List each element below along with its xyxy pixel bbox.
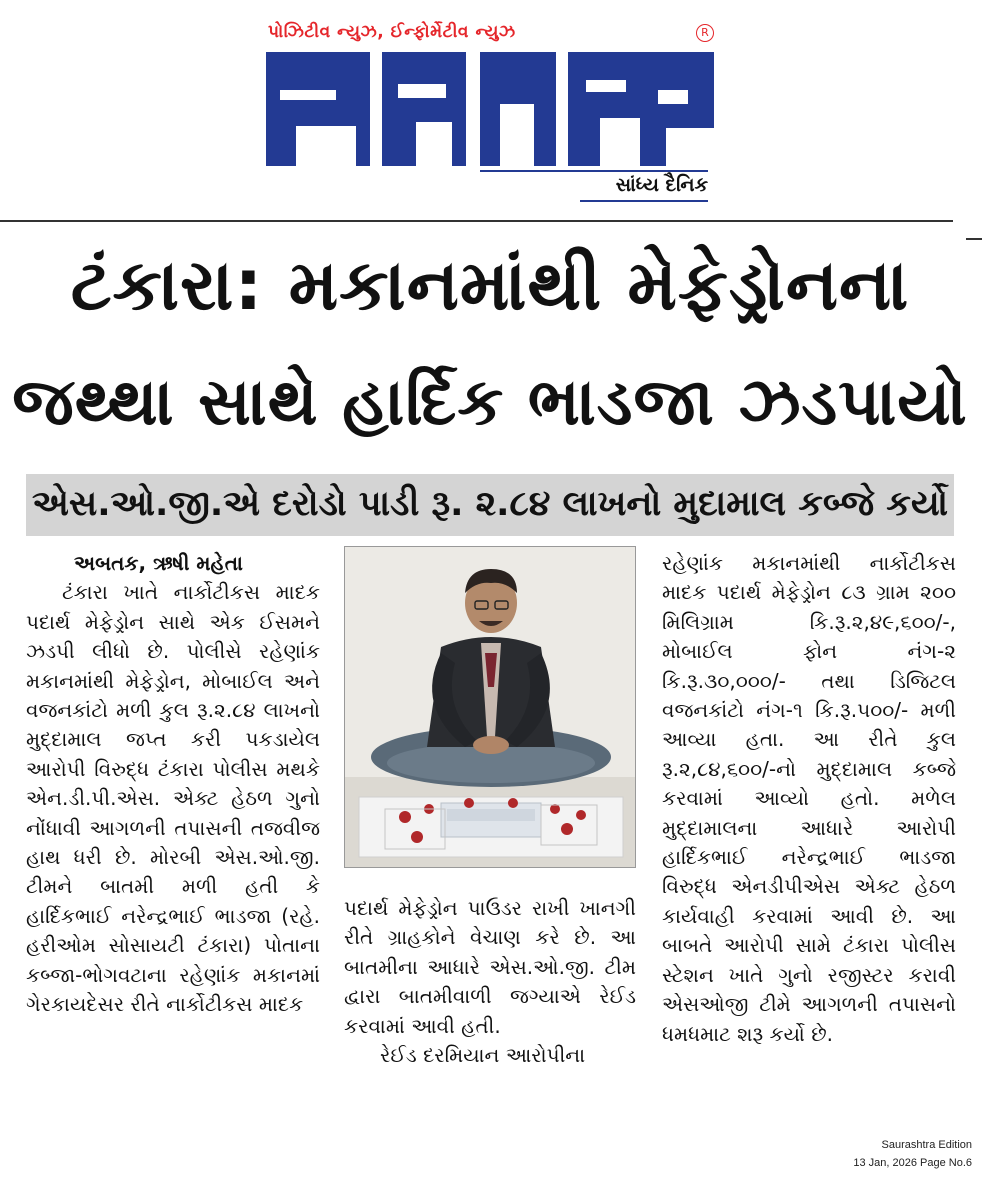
headline-line-2: જથ્થા સાથે હાર્દિક ભાડજા ઝડપાયો [12, 365, 968, 440]
article-paragraph: રેઈડ દરમિયાન આરોપીના [380, 1043, 586, 1068]
article-column-1 [26, 549, 320, 1020]
edition-label: Saurashtra Edition [881, 1139, 972, 1151]
headline-line-1: ટંકારા: મકાનમાંથી મેફેડ્રોનના [70, 244, 910, 326]
edition-underline [580, 200, 708, 202]
masthead-divider [0, 220, 953, 222]
date-page-label: 13 Jan, 2026 Page No.6 [853, 1157, 972, 1169]
article-column-3 [662, 549, 956, 1049]
side-divider [966, 238, 982, 240]
masthead-rule [480, 170, 708, 172]
masthead-tagline: પોઝિટીવ ન્યુઝ, ઈન્ફોર્મેટીવ ન્યુઝ [268, 22, 516, 42]
edition-type: સાંધ્ય દૈનિક [615, 174, 708, 196]
newspaper-logo [266, 44, 714, 166]
byline: અબતક, ઋષી મહેતા [74, 551, 243, 575]
subheadline: એસ.ઓ.જી.એ દરોડો પાડી રૂ. ૨.૮૪ લાખનો મુદામાલ કબ્જે કર્યો [31, 484, 949, 524]
registered-trademark-icon: R [696, 24, 714, 42]
accused-seated-with-seized-items-image [345, 547, 636, 868]
masthead [0, 0, 982, 222]
article-paragraph: રહેણાંક મકાનમાંથી નાર્કોટીકસ માદક પદાર્થ મેફેડ્રોન ૮૩ ગ્રામ ૨૦૦ મિલિગ્રામ કિ.રૂ.૨,૪૯,૬૦૦/-, મોબાઈલ ફોન નંગ-૨ કિ.રૂ.૩૦,૦૦૦/- તથા ડિજિટલ વજનકાંટો નંગ-૧ કિ.રૂ.૫૦૦/- મળી આવ્યા હતા. આ રીતે કુલ રૂ.૨,૮૪,૬૦૦/-નો મુદ્દામાલ કબ્જે કરવામાં આવ્યો હતો. મળેલ મુદ્દામાલના આધારે આરોપી હાર્દિકભાઈ નરેન્દ્રભાઈ ભાડજા વિરુદ્ધ એનડીપીએસ એક્ટ હેઠળ કાર્યવાહી કરવામાં આવી છે. આ બાબતે આરોપી સામે ટંકારા પોલીસ સ્ટેશન ખાતે ગુનો રજીસ્ટર કરાવી એસઓજી ટીમે આગળની તપાસનો ધમધમાટ શરૂ કર્યો છે. [662, 551, 956, 1046]
article-column-2 [344, 894, 636, 1070]
article-photo [344, 546, 636, 868]
article-paragraph: પદાર્થ મેફેડ્રોન પાઉડર રાખી ખાનગી રીતે ગ્રાહકોને વેચાણ કરે છે. આ બાતમીના આધારે એસ.ઓ.જી. ટીમ દ્વારા બાતમીવાળી જગ્યાએ રેઈડ કરવામાં આવી હતી. [344, 896, 636, 1038]
article-paragraph: ટંકારા ખાતે નાર્કોટીકસ માદક પદાર્થ મેફેડ્રોન સાથે એક ઈસમને ઝડપી લીધો છે. પોલીસે રહેણાંક મકાનમાંથી મેફેડ્રોન, મોબાઈલ અને વજનકાંટો મળી કુલ રૂ.૨.૮૪ લાખનો મુદ્દામાલ જપ્ત કરી પકડાયેલ આરોપી વિરુદ્ધ ટંકારા પોલીસ મથકે એન.ડી.પી.એસ. એક્ટ હેઠળ ગુનો નોંધાવી આગળની તપાસની તજવીજ હાથ ધરી છે. મોરબી એસ.ઓ.જી. ટીમને બાતમી મળી હતી કે હાર્દિકભાઈ નરેન્દ્રભાઈ ભાડજા (રહે. હરીઓમ સોસાયટી ટંકારા) પોતાના કબ્જા-ભોગવટાના રહેણાંક મકાનમાં ગેરકાયદેસર રીતે નાર્કોટીકસ માદક [26, 580, 320, 1017]
